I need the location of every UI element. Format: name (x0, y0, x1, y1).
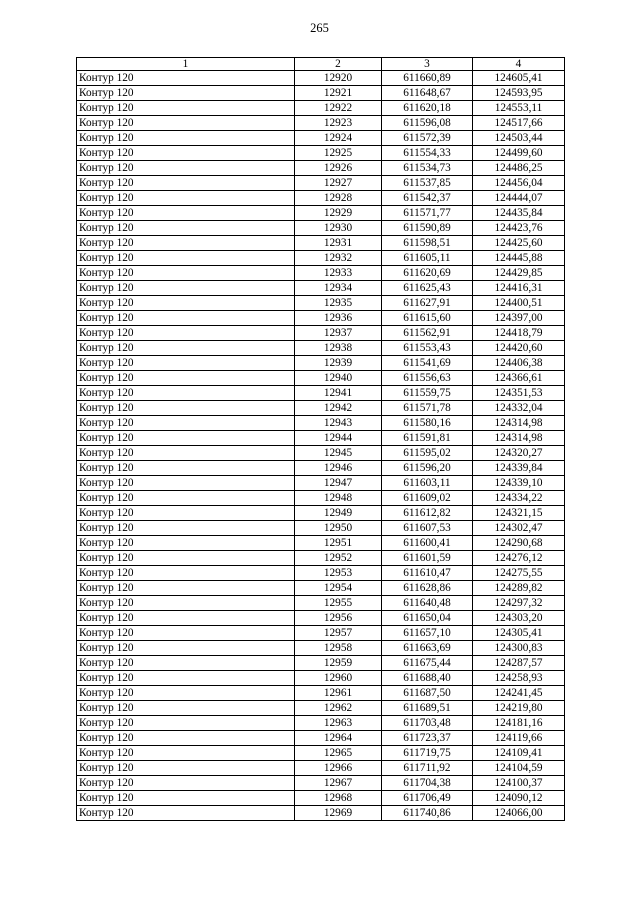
cell-contour: Контур 120 (77, 251, 295, 266)
cell-x-coordinate: 611640,48 (382, 596, 473, 611)
cell-y-coordinate: 124406,38 (473, 356, 565, 371)
cell-x-coordinate: 611542,37 (382, 191, 473, 206)
cell-contour: Контур 120 (77, 641, 295, 656)
cell-point-number: 12923 (295, 116, 382, 131)
table-row (77, 476, 565, 491)
table-body (77, 71, 565, 821)
cell-point-number: 12965 (295, 746, 382, 761)
cell-x-coordinate: 611660,89 (382, 71, 473, 86)
cell-y-coordinate: 124275,55 (473, 566, 565, 581)
table-row (77, 521, 565, 536)
cell-y-coordinate: 124258,93 (473, 671, 565, 686)
cell-x-coordinate: 611688,40 (382, 671, 473, 686)
cell-y-coordinate: 124366,61 (473, 371, 565, 386)
table-row (77, 191, 565, 206)
table-row (77, 371, 565, 386)
cell-x-coordinate: 611706,49 (382, 791, 473, 806)
cell-y-coordinate: 124339,84 (473, 461, 565, 476)
cell-x-coordinate: 611711,92 (382, 761, 473, 776)
table-row (77, 671, 565, 686)
cell-x-coordinate: 611605,11 (382, 251, 473, 266)
table-row (77, 206, 565, 221)
cell-contour: Контур 120 (77, 326, 295, 341)
cell-contour: Контур 120 (77, 506, 295, 521)
table-row (77, 281, 565, 296)
coordinates-table (76, 57, 565, 821)
cell-x-coordinate: 611596,20 (382, 461, 473, 476)
cell-y-coordinate: 124416,31 (473, 281, 565, 296)
cell-point-number: 12941 (295, 386, 382, 401)
cell-x-coordinate: 611534,73 (382, 161, 473, 176)
cell-x-coordinate: 611553,43 (382, 341, 473, 356)
cell-point-number: 12920 (295, 71, 382, 86)
cell-x-coordinate: 611590,89 (382, 221, 473, 236)
cell-y-coordinate: 124503,44 (473, 131, 565, 146)
cell-contour: Контур 120 (77, 146, 295, 161)
cell-x-coordinate: 611620,69 (382, 266, 473, 281)
cell-point-number: 12944 (295, 431, 382, 446)
cell-x-coordinate: 611740,86 (382, 806, 473, 821)
cell-x-coordinate: 611627,91 (382, 296, 473, 311)
cell-x-coordinate: 611615,60 (382, 311, 473, 326)
cell-x-coordinate: 611537,85 (382, 176, 473, 191)
cell-y-coordinate: 124499,60 (473, 146, 565, 161)
cell-point-number: 12922 (295, 101, 382, 116)
table-row (77, 146, 565, 161)
cell-point-number: 12921 (295, 86, 382, 101)
cell-point-number: 12930 (295, 221, 382, 236)
table-row (77, 326, 565, 341)
cell-point-number: 12964 (295, 731, 382, 746)
cell-contour: Контур 120 (77, 401, 295, 416)
table-row (77, 116, 565, 131)
cell-point-number: 12951 (295, 536, 382, 551)
cell-x-coordinate: 611556,63 (382, 371, 473, 386)
cell-x-coordinate: 611595,02 (382, 446, 473, 461)
cell-y-coordinate: 124300,83 (473, 641, 565, 656)
cell-contour: Контур 120 (77, 116, 295, 131)
table-row (77, 176, 565, 191)
cell-point-number: 12943 (295, 416, 382, 431)
table-row (77, 386, 565, 401)
table-row (77, 221, 565, 236)
cell-y-coordinate: 124287,57 (473, 656, 565, 671)
cell-y-coordinate: 124314,98 (473, 431, 565, 446)
table-row (77, 506, 565, 521)
cell-y-coordinate: 124334,22 (473, 491, 565, 506)
cell-y-coordinate: 124339,10 (473, 476, 565, 491)
cell-point-number: 12958 (295, 641, 382, 656)
table-row (77, 761, 565, 776)
cell-point-number: 12942 (295, 401, 382, 416)
cell-y-coordinate: 124305,41 (473, 626, 565, 641)
cell-point-number: 12935 (295, 296, 382, 311)
cell-y-coordinate: 124321,15 (473, 506, 565, 521)
cell-x-coordinate: 611628,86 (382, 581, 473, 596)
cell-x-coordinate: 611675,44 (382, 656, 473, 671)
cell-point-number: 12934 (295, 281, 382, 296)
cell-contour: Контур 120 (77, 566, 295, 581)
cell-contour: Контур 120 (77, 536, 295, 551)
cell-point-number: 12956 (295, 611, 382, 626)
cell-contour: Контур 120 (77, 656, 295, 671)
cell-point-number: 12967 (295, 776, 382, 791)
cell-y-coordinate: 124400,51 (473, 296, 565, 311)
table-row (77, 536, 565, 551)
table-row (77, 701, 565, 716)
cell-contour: Контур 120 (77, 371, 295, 386)
cell-x-coordinate: 611598,51 (382, 236, 473, 251)
cell-x-coordinate: 611648,67 (382, 86, 473, 101)
table-row (77, 611, 565, 626)
table-row (77, 461, 565, 476)
cell-point-number: 12959 (295, 656, 382, 671)
table-row (77, 806, 565, 821)
cell-contour: Контур 120 (77, 356, 295, 371)
cell-point-number: 12929 (295, 206, 382, 221)
cell-x-coordinate: 611603,11 (382, 476, 473, 491)
cell-point-number: 12937 (295, 326, 382, 341)
cell-x-coordinate: 611704,38 (382, 776, 473, 791)
cell-x-coordinate: 611571,77 (382, 206, 473, 221)
cell-y-coordinate: 124302,47 (473, 521, 565, 536)
table-row (77, 356, 565, 371)
cell-x-coordinate: 611559,75 (382, 386, 473, 401)
cell-contour: Контур 120 (77, 611, 295, 626)
column-header-y-coordinate: 4 (473, 58, 565, 71)
cell-contour: Контур 120 (77, 731, 295, 746)
cell-point-number: 12949 (295, 506, 382, 521)
cell-y-coordinate: 124276,12 (473, 551, 565, 566)
cell-contour: Контур 120 (77, 761, 295, 776)
cell-x-coordinate: 611625,43 (382, 281, 473, 296)
cell-y-coordinate: 124109,41 (473, 746, 565, 761)
table-row (77, 266, 565, 281)
cell-x-coordinate: 611541,69 (382, 356, 473, 371)
cell-contour: Контур 120 (77, 161, 295, 176)
cell-y-coordinate: 124444,07 (473, 191, 565, 206)
cell-point-number: 12936 (295, 311, 382, 326)
cell-x-coordinate: 611687,50 (382, 686, 473, 701)
cell-contour: Контур 120 (77, 191, 295, 206)
cell-x-coordinate: 611591,81 (382, 431, 473, 446)
cell-x-coordinate: 611562,91 (382, 326, 473, 341)
table-row (77, 251, 565, 266)
table-row (77, 776, 565, 791)
table-row (77, 581, 565, 596)
cell-contour: Контур 120 (77, 281, 295, 296)
table-row (77, 341, 565, 356)
cell-y-coordinate: 124332,04 (473, 401, 565, 416)
cell-point-number: 12948 (295, 491, 382, 506)
cell-point-number: 12954 (295, 581, 382, 596)
cell-y-coordinate: 124290,68 (473, 536, 565, 551)
cell-point-number: 12969 (295, 806, 382, 821)
cell-x-coordinate: 611571,78 (382, 401, 473, 416)
table-row (77, 791, 565, 806)
header-row (77, 58, 565, 71)
cell-y-coordinate: 124351,53 (473, 386, 565, 401)
cell-point-number: 12933 (295, 266, 382, 281)
cell-y-coordinate: 124486,25 (473, 161, 565, 176)
cell-point-number: 12963 (295, 716, 382, 731)
cell-point-number: 12931 (295, 236, 382, 251)
table-row (77, 641, 565, 656)
table-row (77, 236, 565, 251)
cell-y-coordinate: 124100,37 (473, 776, 565, 791)
cell-y-coordinate: 124456,04 (473, 176, 565, 191)
cell-contour: Контур 120 (77, 596, 295, 611)
cell-x-coordinate: 611612,82 (382, 506, 473, 521)
cell-x-coordinate: 611663,69 (382, 641, 473, 656)
cell-y-coordinate: 124553,11 (473, 101, 565, 116)
table-row (77, 431, 565, 446)
cell-point-number: 12955 (295, 596, 382, 611)
table-row (77, 296, 565, 311)
table-row (77, 551, 565, 566)
cell-y-coordinate: 124435,84 (473, 206, 565, 221)
cell-point-number: 12961 (295, 686, 382, 701)
cell-point-number: 12947 (295, 476, 382, 491)
table-row (77, 161, 565, 176)
cell-y-coordinate: 124593,95 (473, 86, 565, 101)
cell-contour: Контур 120 (77, 206, 295, 221)
table-row (77, 746, 565, 761)
cell-y-coordinate: 124429,85 (473, 266, 565, 281)
cell-contour: Контур 120 (77, 746, 295, 761)
table-row (77, 731, 565, 746)
cell-contour: Контур 120 (77, 671, 295, 686)
cell-x-coordinate: 611650,04 (382, 611, 473, 626)
cell-point-number: 12938 (295, 341, 382, 356)
cell-y-coordinate: 124119,66 (473, 731, 565, 746)
cell-point-number: 12952 (295, 551, 382, 566)
table-header (77, 58, 565, 71)
cell-y-coordinate: 124320,27 (473, 446, 565, 461)
cell-y-coordinate: 124397,00 (473, 311, 565, 326)
cell-contour: Контур 120 (77, 266, 295, 281)
cell-contour: Контур 120 (77, 581, 295, 596)
cell-point-number: 12945 (295, 446, 382, 461)
cell-y-coordinate: 124445,88 (473, 251, 565, 266)
cell-contour: Контур 120 (77, 626, 295, 641)
cell-x-coordinate: 611620,18 (382, 101, 473, 116)
table-row (77, 131, 565, 146)
cell-point-number: 12960 (295, 671, 382, 686)
cell-x-coordinate: 611609,02 (382, 491, 473, 506)
column-header-contour: 1 (77, 58, 295, 71)
cell-contour: Контур 120 (77, 461, 295, 476)
table-row (77, 101, 565, 116)
cell-point-number: 12940 (295, 371, 382, 386)
cell-y-coordinate: 124418,79 (473, 326, 565, 341)
cell-y-coordinate: 124420,60 (473, 341, 565, 356)
table-row (77, 401, 565, 416)
cell-contour: Контур 120 (77, 716, 295, 731)
page-number: 265 (310, 21, 329, 35)
cell-x-coordinate: 611580,16 (382, 416, 473, 431)
cell-contour: Контур 120 (77, 701, 295, 716)
cell-contour: Контур 120 (77, 386, 295, 401)
cell-x-coordinate: 611719,75 (382, 746, 473, 761)
cell-point-number: 12928 (295, 191, 382, 206)
cell-contour: Контур 120 (77, 221, 295, 236)
cell-x-coordinate: 611554,33 (382, 146, 473, 161)
cell-contour: Контур 120 (77, 476, 295, 491)
cell-point-number: 12957 (295, 626, 382, 641)
cell-contour: Контур 120 (77, 416, 295, 431)
column-header-point-number: 2 (295, 58, 382, 71)
cell-y-coordinate: 124090,12 (473, 791, 565, 806)
cell-y-coordinate: 124297,32 (473, 596, 565, 611)
table-row (77, 446, 565, 461)
cell-contour: Контур 120 (77, 86, 295, 101)
cell-contour: Контур 120 (77, 311, 295, 326)
cell-contour: Контур 120 (77, 131, 295, 146)
cell-point-number: 12932 (295, 251, 382, 266)
table-row (77, 311, 565, 326)
cell-point-number: 12926 (295, 161, 382, 176)
table-row (77, 71, 565, 86)
cell-y-coordinate: 124425,60 (473, 236, 565, 251)
cell-contour: Контур 120 (77, 791, 295, 806)
cell-contour: Контур 120 (77, 521, 295, 536)
cell-x-coordinate: 611572,39 (382, 131, 473, 146)
cell-point-number: 12966 (295, 761, 382, 776)
table-row (77, 596, 565, 611)
table-row (77, 716, 565, 731)
cell-x-coordinate: 611703,48 (382, 716, 473, 731)
cell-contour: Контур 120 (77, 491, 295, 506)
table-row (77, 656, 565, 671)
cell-contour: Контур 120 (77, 431, 295, 446)
cell-x-coordinate: 611600,41 (382, 536, 473, 551)
table-row (77, 686, 565, 701)
cell-y-coordinate: 124314,98 (473, 416, 565, 431)
cell-y-coordinate: 124241,45 (473, 686, 565, 701)
cell-contour: Контур 120 (77, 71, 295, 86)
cell-contour: Контур 120 (77, 776, 295, 791)
cell-point-number: 12939 (295, 356, 382, 371)
cell-point-number: 12962 (295, 701, 382, 716)
cell-point-number: 12968 (295, 791, 382, 806)
cell-contour: Контур 120 (77, 341, 295, 356)
table-row (77, 626, 565, 641)
cell-contour: Контур 120 (77, 236, 295, 251)
cell-point-number: 12924 (295, 131, 382, 146)
cell-point-number: 12946 (295, 461, 382, 476)
cell-x-coordinate: 611596,08 (382, 116, 473, 131)
cell-y-coordinate: 124605,41 (473, 71, 565, 86)
table-row (77, 416, 565, 431)
cell-x-coordinate: 611610,47 (382, 566, 473, 581)
cell-point-number: 12925 (295, 146, 382, 161)
column-header-x-coordinate: 3 (382, 58, 473, 71)
cell-y-coordinate: 124303,20 (473, 611, 565, 626)
cell-contour: Контур 120 (77, 101, 295, 116)
cell-x-coordinate: 611689,51 (382, 701, 473, 716)
cell-contour: Контур 120 (77, 296, 295, 311)
cell-contour: Контур 120 (77, 806, 295, 821)
cell-y-coordinate: 124104,59 (473, 761, 565, 776)
cell-y-coordinate: 124219,80 (473, 701, 565, 716)
cell-contour: Контур 120 (77, 446, 295, 461)
cell-contour: Контур 120 (77, 176, 295, 191)
cell-y-coordinate: 124517,66 (473, 116, 565, 131)
cell-point-number: 12950 (295, 521, 382, 536)
table-row (77, 566, 565, 581)
cell-y-coordinate: 124423,76 (473, 221, 565, 236)
cell-point-number: 12927 (295, 176, 382, 191)
cell-y-coordinate: 124289,82 (473, 581, 565, 596)
cell-y-coordinate: 124181,16 (473, 716, 565, 731)
cell-contour: Контур 120 (77, 551, 295, 566)
cell-point-number: 12953 (295, 566, 382, 581)
cell-x-coordinate: 611601,59 (382, 551, 473, 566)
table-row (77, 86, 565, 101)
cell-x-coordinate: 611657,10 (382, 626, 473, 641)
cell-y-coordinate: 124066,00 (473, 806, 565, 821)
table-row (77, 491, 565, 506)
cell-contour: Контур 120 (77, 686, 295, 701)
cell-x-coordinate: 611723,37 (382, 731, 473, 746)
cell-x-coordinate: 611607,53 (382, 521, 473, 536)
